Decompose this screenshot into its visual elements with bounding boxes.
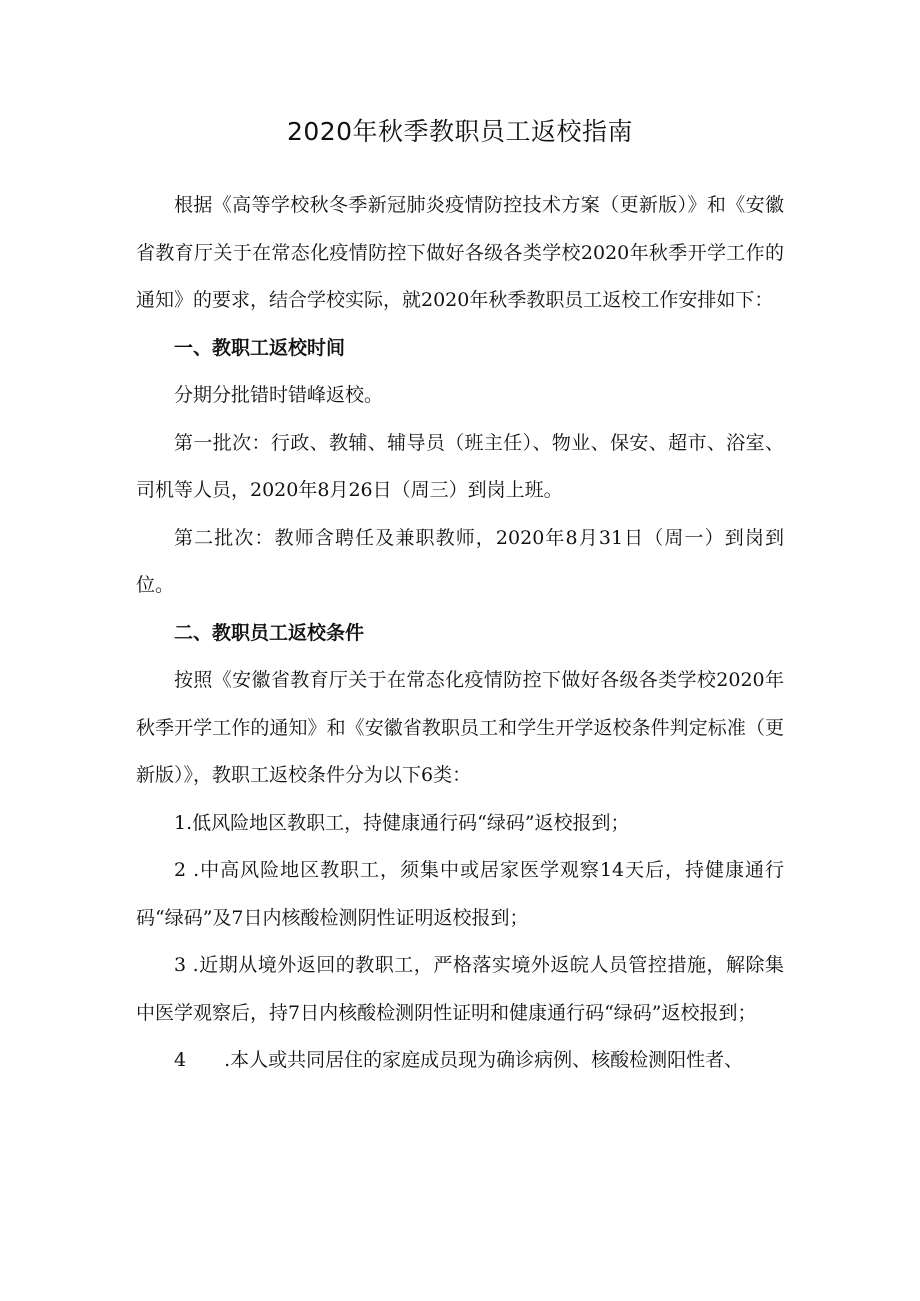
section-1-paragraph-1: 分期分批错时错峰返校。 bbox=[174, 384, 384, 406]
section-2-heading: 二、教职员工返校条件 bbox=[174, 621, 365, 644]
condition-item-2: 2 .中高风险地区教职工，须集中或居家医学观察14天后，持健康通行码“绿码”及7日内核酸检测阴性证明返校报到； bbox=[136, 859, 784, 929]
document-title: 2020年秋季教职员工返校指南 bbox=[286, 117, 634, 146]
section-1-paragraph-3: 第二批次：教师含聘任及兼职教师，2020年8月31日（周一）到岗到位。 bbox=[136, 526, 784, 596]
intro-paragraph: 根据《高等学校秋冬季新冠肺炎疫情防控技术方案（更新版）》和《安徽省教育厅关于在常态化疫情防控下做好各级各类学校2020年秋季开学工作的通知》的要求，结合学校实际，就2020年秋季教职员工返校工作安排如下： bbox=[136, 194, 784, 311]
condition-item-4: 4 .本人或共同居住的家庭成员现为确诊病例、核酸检测阳性者、 bbox=[174, 1049, 744, 1071]
section-2-paragraph-1: 按照《安徽省教育厅关于在常态化疫情防控下做好各级各类学校2020年秋季开学工作的通知》和《安徽省教职员工和学生开学返校条件判定标准（更新版）》，教职工返校条件分为以下6类： bbox=[136, 669, 784, 786]
section-1-paragraph-2: 第一批次：行政、教辅、辅导员（班主任）、物业、保安、超市、浴室、司机等人员，2020年8月26日（周三）到岗上班。 bbox=[136, 431, 784, 501]
condition-item-3: 3 .近期从境外返回的教职工，严格落实境外返皖人员管控措施，解除集中医学观察后，持7日内核酸检测阴性证明和健康通行码“绿码”返校报到； bbox=[136, 954, 784, 1024]
condition-item-1: 1.低风险地区教职工，持健康通行码“绿码”返校报到； bbox=[174, 811, 630, 834]
section-1-heading: 一、教职工返校时间 bbox=[174, 336, 346, 359]
document-body bbox=[136, 182, 784, 1085]
